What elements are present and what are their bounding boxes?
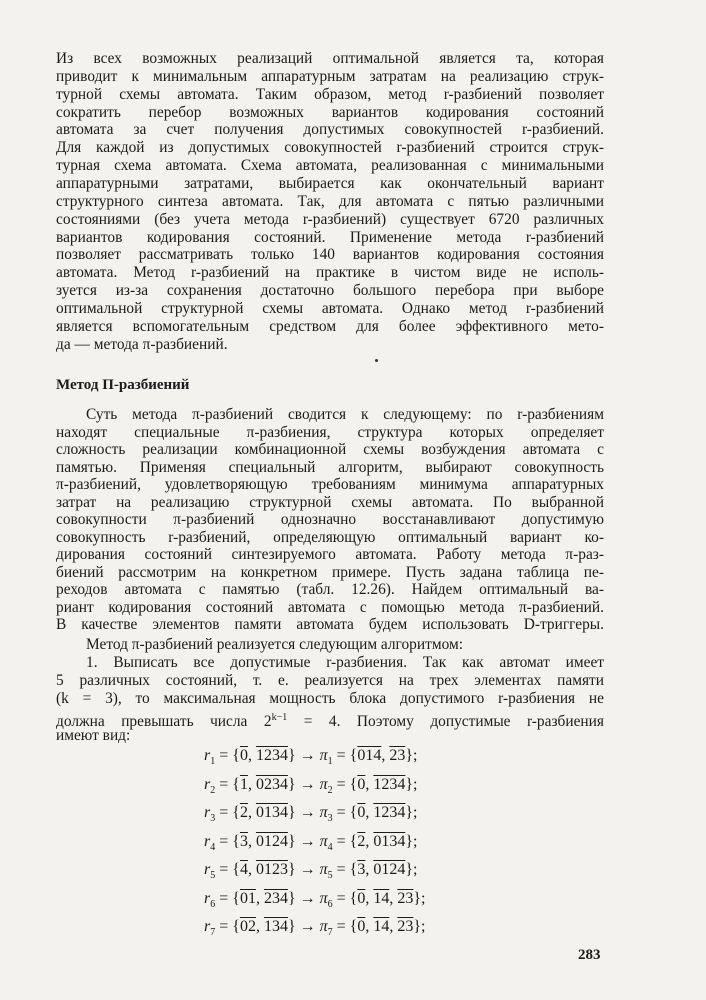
text-line: автомата за счет получения допустимых совокупностей r-разбиений.: [56, 121, 604, 139]
text-line: риант кодирования состояний автомата с помощью метода π-разбиений.: [56, 598, 604, 616]
formula-r5: $r_5 = \{4$, $0123\} \to \pi_5 = \{3$, 0124};: [204, 861, 418, 882]
text-line: структурного синтеза автомата. Так, для автомата с пятью различными: [56, 192, 604, 210]
text-line: 1. Выписать все допустимые r-разбиения. Так как автомат имеет: [86, 654, 604, 671]
text-line: В качестве элементов памяти автомата будем использовать D-триггеры.: [56, 616, 604, 633]
text-line: автомата. Метод r-разбиений на практике в чистом виде не исполь-: [56, 264, 604, 282]
text-line: дирования состояний синтезируемого автомата. Работу метода π-раз-: [56, 546, 604, 563]
text-line: турная схема автомата. Схема автомата, реализованная с минимальными: [56, 157, 604, 175]
text-line: биений рассмотрим на конкретном примере. Пусть задана таблица пе-: [56, 563, 604, 581]
text-line: должна превышать числа $2^{k-1} = 4$. Поэтому допустимые r-разбиения: [56, 711, 604, 730]
text-line: находят специальные π-разбиения, структура которых определяет: [56, 423, 604, 441]
text-line: Из всех возможных реализаций оптимальной является та, которая: [56, 50, 604, 67]
text-line: (k = 3), то максимальная мощность блока допустимого r-разбиения не: [56, 690, 604, 708]
page-number: 283: [578, 947, 601, 963]
text-line: 5 различных состояний, т. е. реализуется на трех элементах памяти: [56, 672, 604, 690]
text-line: совокупности π-разбиений однозначно восстанавливают допустимую: [56, 511, 604, 528]
text-line: приводит к минимальным аппаратурным затратам на реализацию струк-: [56, 67, 604, 85]
text-line: совокупность r-разбиений, определяющую оптимальный вариант ко-: [56, 528, 604, 546]
text-line: Для каждой из допустимых совокупностей r-разбиений строится струк-: [56, 139, 604, 157]
text-line: сложность реализации комбинационной схемы возбуждения автомата с: [56, 441, 604, 458]
text-line: оптимальной структурной схемы автомата. Однако метод r-разбиений: [56, 299, 604, 317]
formula-r3: $r_3 = \{2$, $0134\} \to \pi_3 = \{0$, 1234};: [204, 804, 418, 825]
text-line: Суть метода π-разбиений сводится к следующему: по r-разбиениям: [86, 406, 604, 423]
text-line: является вспомогательным средством для более эффективного мето-: [56, 317, 604, 335]
text-line: Метод π-разбиений реализуется следующим алгоритмом:: [86, 636, 463, 653]
print-speck: [375, 359, 378, 362]
text-line: сократить перебор возможных вариантов кодирования состояний: [56, 103, 604, 121]
formula-r7: $r_7 = \{02$, $134\} \to \pi_7 = \{0$, 14, 23};: [204, 918, 426, 939]
formula-r2: $r_2 = \{1$, $0234\} \to \pi_2 = \{0$, 1234};: [204, 775, 418, 796]
text-line: вариантов кодирования состояний. Применение метода r-разбиений: [56, 228, 604, 246]
text-line: состояниями (без учета метода r-разбиений) существует 6720 различных: [56, 210, 604, 228]
text-line: позволяет рассматривать только 140 вариантов кодирования состояния: [56, 246, 604, 264]
section-heading: Метод П-разбиений: [56, 377, 190, 393]
text-line: памятью. Применяя специальный алгоритм, выбирают совокупность: [56, 458, 604, 476]
formula-r6: $r_6 = \{01$, $234\} \to \pi_6 = \{0$, 14, 23};: [204, 889, 426, 910]
text-line: имеют вид:: [56, 726, 131, 744]
text-line: π-разбиений, удовлетворяющую требованиям минимума аппаратурных: [56, 476, 604, 493]
formula-r1: $r_1 = \{0$, $1234\} \to \pi_1 = \{014$, 23};: [204, 747, 418, 768]
formula-r4: $r_4 = \{3$, $0124\} \to \pi_4 = \{2$, 0134};: [204, 832, 418, 853]
text-line: зуется из-за сохранения достаточно большого перебора при выборе: [56, 282, 604, 300]
text-line: реходов автомата с памятью (табл. 12.26). Найдем оптимальный ва-: [56, 581, 604, 598]
text-line: турной схемы автомата. Таким образом, метод r-разбиений позволяет: [56, 85, 604, 103]
text-line: аппаратурными затратами, выбирается как окончательный вариант: [56, 174, 604, 192]
text-line: затрат на реализацию структурной схемы автомата. По выбранной: [56, 493, 604, 511]
text-line: да — метода π-разбиений.: [56, 335, 228, 353]
